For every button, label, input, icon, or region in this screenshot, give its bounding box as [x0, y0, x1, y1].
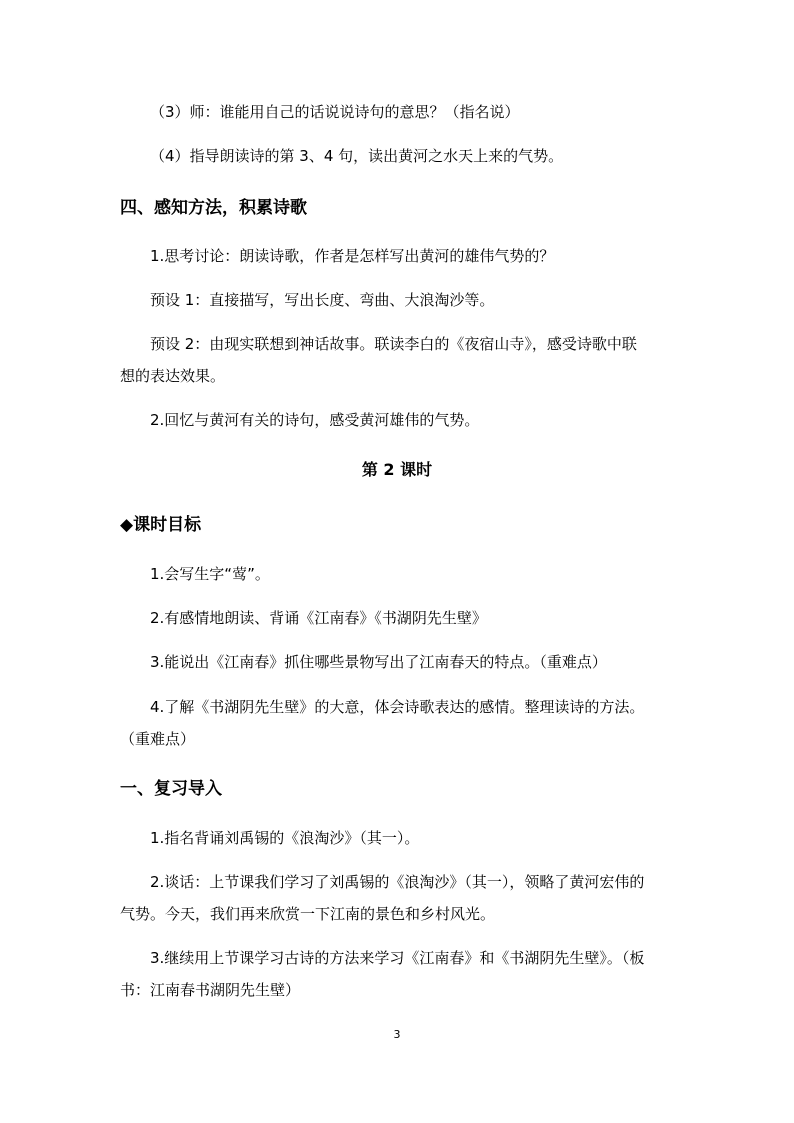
- section-heading: 四、感知方法，积累诗歌: [120, 198, 307, 218]
- section-heading: 一、复习导入: [120, 779, 222, 799]
- page-number: 3: [393, 1028, 401, 1041]
- paragraph-line: （4）指导朗读诗的第 3、4 句，读出黄河之水天上来的气势。: [150, 147, 564, 165]
- paragraph-line: 1.思考讨论：朗读诗歌，作者是怎样写出黄河的雄伟气势的？: [150, 247, 555, 265]
- paragraph-line: 1.指名背诵刘禹锡的《浪淘沙》（其一）。: [150, 829, 420, 847]
- paragraph-line: （重难点）: [120, 730, 196, 748]
- paragraph-line: 2.回忆与黄河有关的诗句，感受黄河雄伟的气势。: [150, 411, 480, 429]
- paragraph-line: 3.能说出《江南春》抓住哪些景物写出了江南春天的特点。（重难点）: [150, 653, 607, 671]
- paragraph-line: 4.了解《书湖阴先生壁》的大意，体会诗歌表达的感情。整理读诗的方法。: [150, 698, 645, 716]
- paragraph-line: 1.会写生字“莺”。: [150, 565, 270, 583]
- paragraph-line: 3.继续用上节课学习古诗的方法来学习《江南春》和《书湖阴先生壁》。（板: [150, 949, 645, 967]
- lesson-title: 第 2 课时: [361, 460, 433, 479]
- section-heading: ◆课时目标: [120, 515, 202, 535]
- paragraph-line: 气势。今天，我们再来欣赏一下江南的景色和乡村风光。: [120, 905, 496, 923]
- paragraph-line: 书：江南春书湖阴先生壁）: [120, 981, 301, 999]
- paragraph-line: 2.谈话：上节课我们学习了刘禹锡的《浪淘沙》（其一），领略了黄河宏伟的: [150, 873, 645, 891]
- paragraph-line: 2.有感情地朗读、背诵《江南春》《书湖阴先生壁》: [150, 609, 487, 627]
- paragraph-line: 想的表达效果。: [120, 367, 226, 385]
- paragraph-line: 预设 1：直接描写，写出长度、弯曲、大浪淘沙等。: [150, 291, 495, 309]
- paragraph-line: （3）师：谁能用自己的话说说诗句的意思？（指名说）: [150, 103, 520, 121]
- paragraph-line: 预设 2：由现实联想到神话故事。联读李白的《夜宿山寺》，感受诗歌中联: [150, 335, 637, 353]
